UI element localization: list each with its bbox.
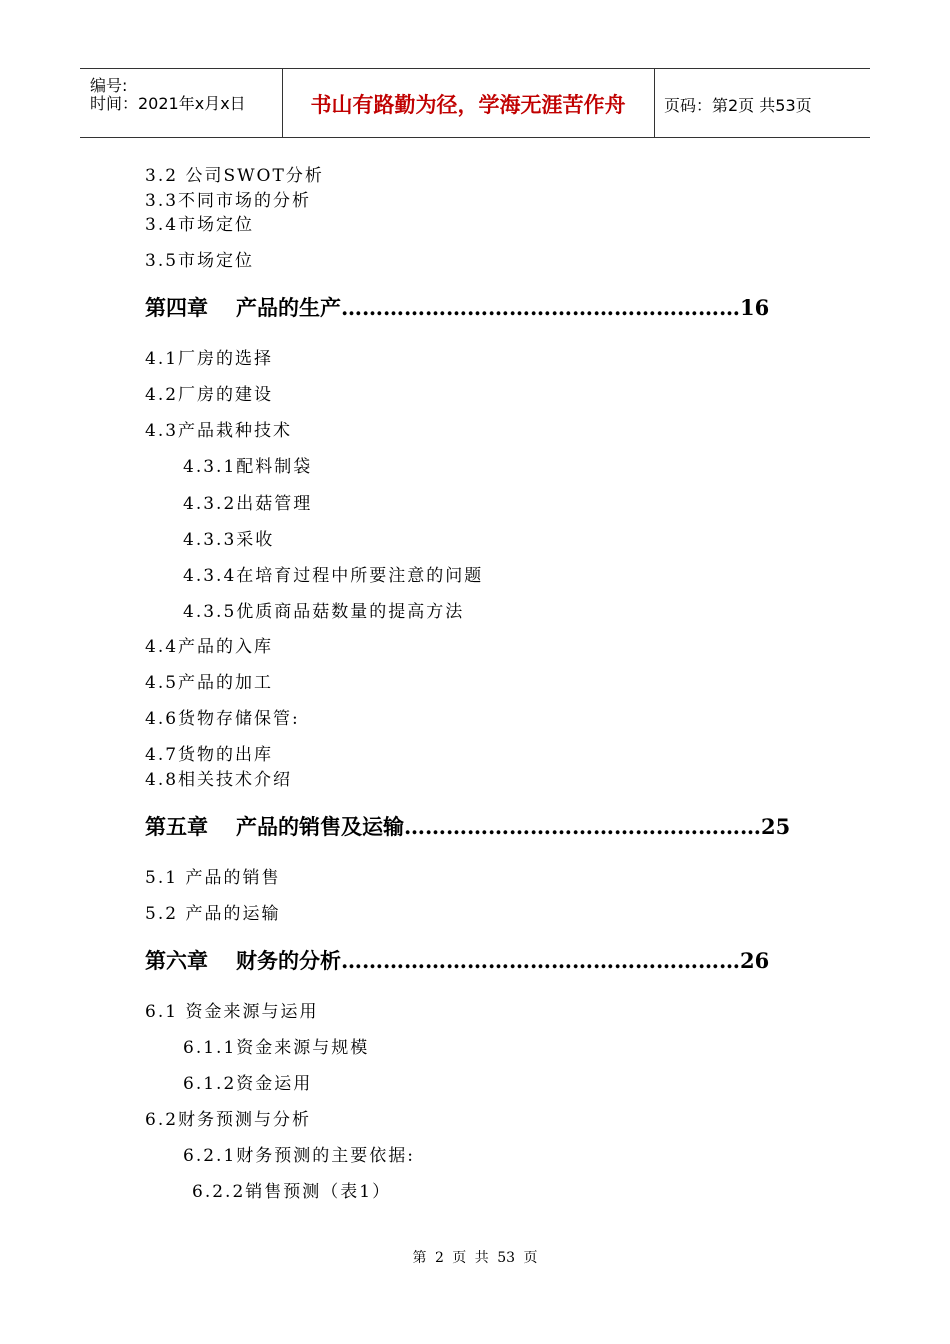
toc-entry: 4.1厂房的选择 [145,349,274,369]
toc-subentry: 4.3.4在培育过程中所要注意的问题 [183,566,484,586]
chapter-number: 第六章 [145,948,208,973]
toc-entry: 4.2厂房的建设 [145,385,274,405]
toc-subentry: 4.3.5优质商品菇数量的提高方法 [183,602,465,622]
toc-entry: 4.8相关技术介绍 [145,770,293,790]
document-number-label: 编号: [90,76,128,95]
chapter-heading [145,945,769,975]
toc-entry: 3.5市场定位 [145,251,255,271]
chapter-title: 财务的分析…………………………………………………26 [236,948,770,973]
toc-entry: 4.4产品的入库 [145,637,274,657]
toc-entry: 6.1 资金来源与运用 [145,1002,319,1022]
header-page-info: 页码：第2页 共53页 [664,96,812,115]
toc-subentry: 4.3.1配料制袋 [183,457,313,477]
toc-entry: 4.6货物存储保管: [145,709,300,729]
toc-entry: 3.2 公司SWOT分析 [145,166,324,186]
toc-subentry: 4.3.2出菇管理 [183,494,313,514]
toc-entry: 3.3不同市场的分析 [145,191,312,211]
header-meta-cell [80,69,283,137]
page-footer: 第 2 页 共 53 页 [412,1250,538,1266]
chapter-number: 第五章 [145,814,208,839]
toc-entry: 5.1 产品的销售 [145,868,281,888]
page-header [80,68,870,138]
toc-subentry: 4.3.3采收 [183,530,275,550]
document-date: 时间：2021年x月x日 [90,94,246,113]
chapter-title: 产品的生产…………………………………………………16 [236,295,770,320]
chapter-heading [145,292,769,322]
toc-entry: 6.2财务预测与分析 [145,1110,312,1130]
toc-entry: 4.7货物的出库 [145,745,274,765]
toc-entry: 4.3产品栽种技术 [145,421,293,441]
chapter-title: 产品的销售及运输……………………………………………25 [236,814,791,839]
header-motto: 书山有路勤为径，学海无涯苦作舟 [310,93,626,117]
toc-entry: 3.4市场定位 [145,215,255,235]
toc-subentry: 6.1.1资金来源与规模 [183,1038,370,1058]
toc-subentry: 6.2.1财务预测的主要依据: [183,1146,415,1166]
header-page-cell [654,69,870,137]
toc-entry: 4.5产品的加工 [145,673,274,693]
toc-entry: 5.2 产品的运输 [145,904,281,924]
chapter-number: 第四章 [145,295,208,320]
toc-subentry: 6.1.2资金运用 [183,1074,313,1094]
header-motto-cell [282,69,655,137]
chapter-heading [145,811,790,841]
toc-subentry: 6.2.2销售预测（表1） [192,1182,392,1202]
